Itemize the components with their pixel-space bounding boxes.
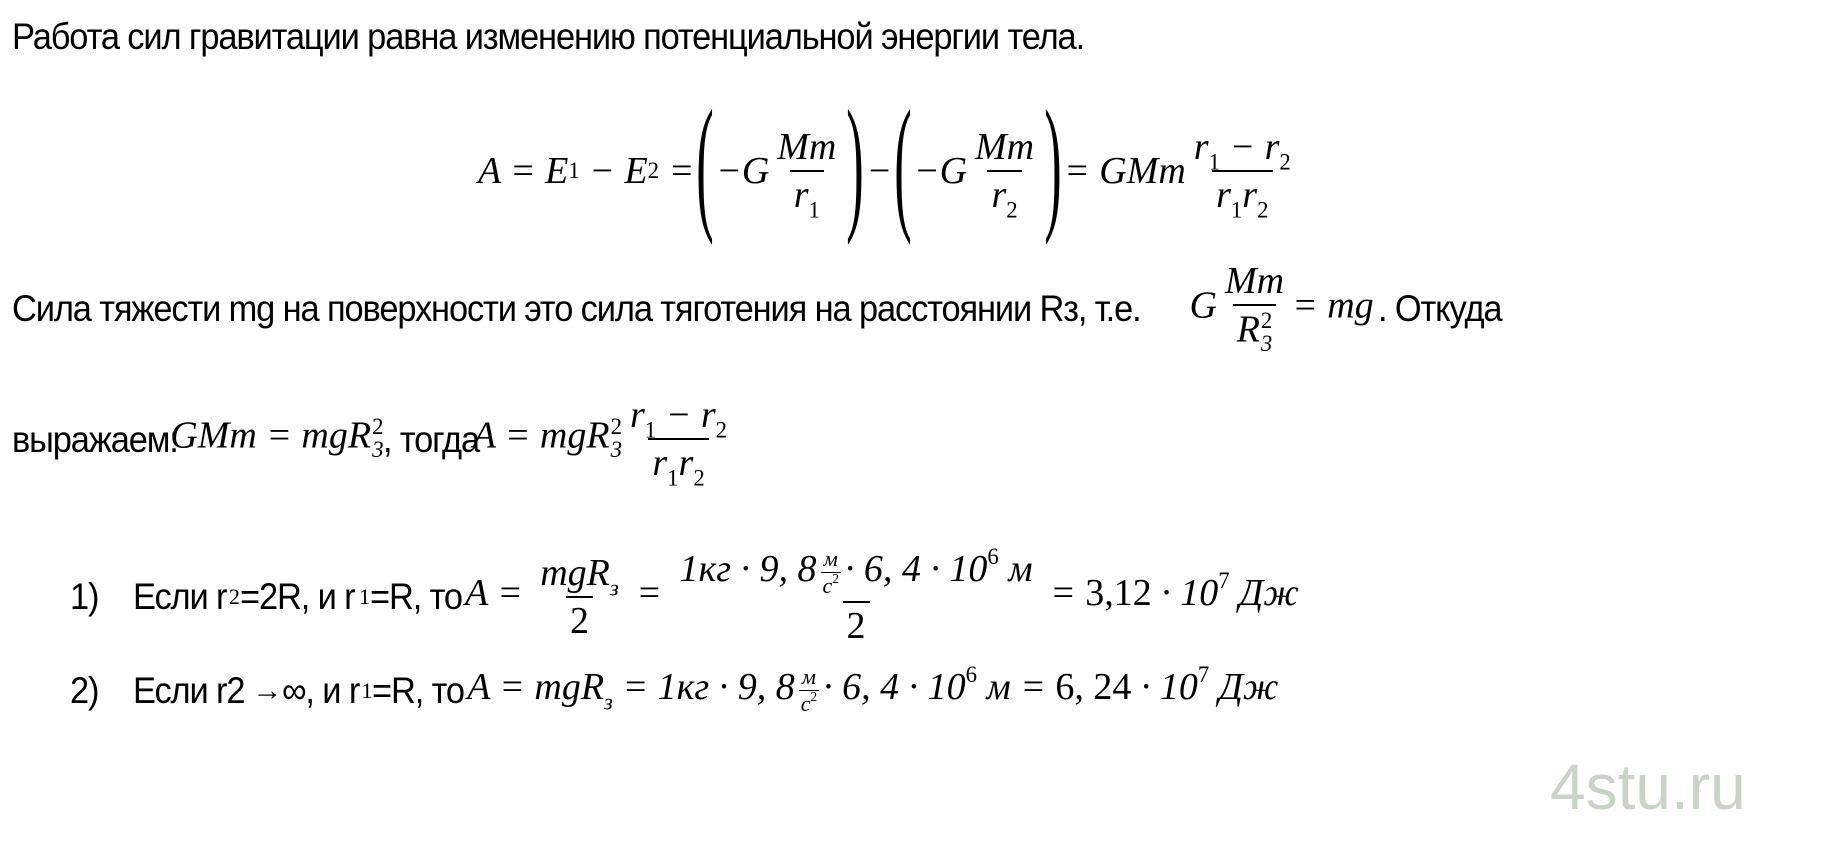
- unit-2: Дж: [1218, 666, 1279, 709]
- list-item-2: 2) Если r2 → ∞, и r 1 =R, то A = mgR$_з$ = 1кг · 9, 8 $\frac{м}{с^2}$ · 6, $4 \cdot 10^6$ м = 6, $24 \cdot 10^7$ Дж: [70, 662, 1279, 716]
- sentence-gravity-force: Сила тяжести mg на поверхности это сила тяготения на расстоянии Rз, т.е.: [12, 288, 1141, 330]
- sentence-work-gravity: Работа сил гравитации равна изменению потенциальной энергии тела.: [12, 16, 1085, 57]
- result-1-value: 3,12: [1085, 572, 1152, 615]
- text-line-1: [12, 18, 1165, 55]
- list-item-1: 1) Если r 2 =2R, и r 1 =R, то A = $\frac{mgR_з}{2}$ = 1кг · 9, 8 $\frac{м}{с^2}$ · 6, $4 \cdot 10^6$ м 2 = $3,12 \cdot 10^7$ Дж: [70, 544, 1299, 647]
- equation-work-final: A = mgR 2 3 $\frac{r_1 - r_2}{r_1r_2}$: [472, 394, 728, 491]
- text-line-3: [12, 394, 735, 491]
- item-1-text2: =2R, и r: [240, 576, 355, 617]
- result-2-value: 6, 24: [1055, 666, 1132, 709]
- item-1-label: 1): [70, 576, 99, 617]
- item-2-label: 2): [70, 670, 99, 711]
- item-2-text2: ∞, и r: [282, 670, 360, 711]
- equation-gmm-mg: G Mm R 2 3 = mg: [1189, 260, 1374, 356]
- equation-item-1: A = $\frac{mgR_з}{2}$ = 1кг · 9, 8 $\frac{м}{с^2}$ · 6, $4 \cdot 10^6$ м 2 = $3,12 \cdot 10^7$ Дж: [465, 544, 1299, 647]
- item-2-text: Если r2: [132, 670, 244, 711]
- equation-gmm: GMm = mgR 2 3: [170, 414, 384, 462]
- watermark-logo: 4stu.ru: [1550, 751, 1746, 823]
- label-vyrazhaem: выражаем:: [12, 418, 178, 460]
- equation-work: A = E 1 − E 2 = ( −G $\frac{Mm}{r_1}$ ) − ( −G $\frac{Mm}{r_2}$ ) = GMm $\frac{r_1 - r_2}{r_1r_2}$: [478, 80, 1291, 246]
- item-2-text3: =R, то: [372, 670, 465, 711]
- item-1-text: Если r: [132, 576, 226, 617]
- paren-left-2: (: [894, 80, 912, 246]
- unit-1: Дж: [1239, 572, 1299, 615]
- item-1-text3: =R, то: [370, 576, 463, 617]
- label-togda: , тогда: [383, 418, 480, 460]
- paren-right-1: ): [846, 80, 865, 246]
- sentence-otkuda: . Откуда: [1377, 288, 1502, 330]
- paren-left-1: (: [696, 80, 714, 246]
- paren-right-2: ): [1044, 80, 1062, 246]
- text-line-2: [12, 262, 1510, 356]
- equation-item-2: A = mgR$_з$ = 1кг · 9, 8 $\frac{м}{с^2}$ · 6, $4 \cdot 10^6$ м = 6, $24 \cdot 10^7$ Дж: [467, 662, 1279, 716]
